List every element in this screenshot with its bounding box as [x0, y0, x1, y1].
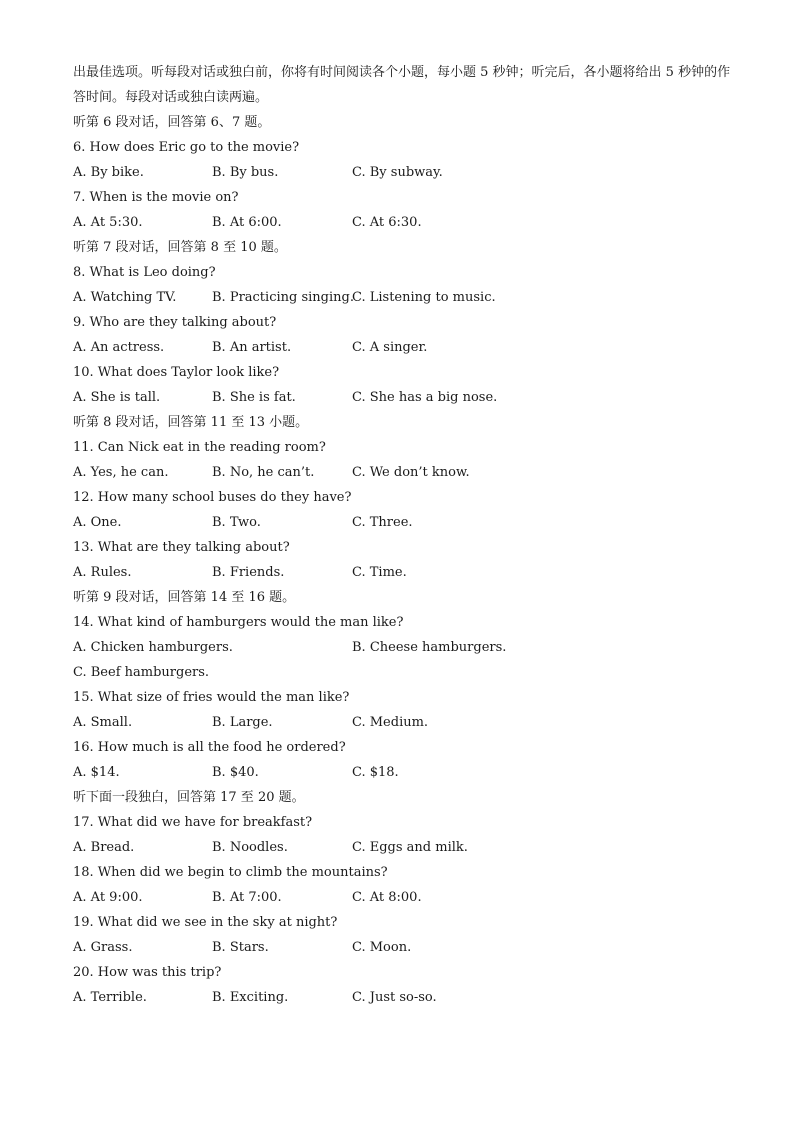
- answer-option-c: C. Eggs and milk.: [352, 840, 468, 855]
- intro-paragraph: 出最佳选项。听每段对话或独白前，你将有时间阅读各个小题，每小题 5 秒钟；听完后，各小题将给出 5 秒钟的作答时间。每段对话或独白读两遍。: [73, 65, 731, 105]
- answer-option-a: C. Beef hamburgers.: [73, 665, 210, 680]
- answer-option-a: A. Small.: [73, 715, 133, 730]
- answer-options-row: [73, 710, 733, 735]
- answer-option-b: B. Noodles.: [212, 840, 288, 855]
- question-text: 9. Who are they talking about?: [73, 315, 277, 330]
- answer-option-c: C. Three.: [352, 515, 413, 530]
- answer-option-b: B. At 6:00.: [212, 215, 282, 230]
- answer-option-b: B. Practicing singing.: [212, 290, 354, 305]
- answer-options-row: [73, 660, 733, 685]
- answer-option-a: A. Watching TV.: [73, 290, 177, 305]
- answer-option-c: C. Medium.: [352, 715, 429, 730]
- answer-options-row: [73, 385, 733, 410]
- answer-option-a: A. Terrible.: [73, 990, 147, 1005]
- answer-option-b: B. She is fat.: [212, 390, 296, 405]
- answer-options-row: [73, 285, 733, 310]
- answer-option-a: A. Chicken hamburgers.: [73, 640, 233, 655]
- answer-option-b: B. At 7:00.: [212, 890, 282, 905]
- question-text: 10. What does Taylor look like?: [73, 365, 280, 380]
- answer-options-row: [73, 635, 733, 660]
- answer-option-c: C. Time.: [352, 565, 407, 580]
- answer-options-row: [73, 460, 733, 485]
- answer-options-row: [73, 760, 733, 785]
- answer-option-a: A. She is tall.: [73, 390, 161, 405]
- section-header: 听第 9 段对话，回答第 14 至 16 题。: [73, 590, 296, 605]
- question-text: 7. When is the movie on?: [73, 190, 239, 205]
- section-header: 听第 8 段对话，回答第 11 至 13 小题。: [73, 415, 309, 430]
- answer-options-row: [73, 335, 733, 360]
- question-text: 20. How was this trip?: [73, 965, 222, 980]
- answer-option-b: B. An artist.: [212, 340, 292, 355]
- question-text: 8. What is Leo doing?: [73, 265, 216, 280]
- question-text: 12. How many school buses do they have?: [73, 490, 352, 505]
- answer-option-c: C. Just so-so.: [352, 990, 437, 1005]
- answer-option-a: A. Grass.: [73, 940, 133, 955]
- question-text: 17. What did we have for breakfast?: [73, 815, 313, 830]
- question-text: 18. When did we begin to climb the mountains?: [73, 865, 388, 880]
- answer-options-row: [73, 985, 733, 1010]
- question-text: 16. How much is all the food he ordered?: [73, 740, 346, 755]
- question-list: [73, 110, 733, 1010]
- answer-option-c: C. We don’t know.: [352, 465, 470, 480]
- answer-option-a: A. Yes, he can.: [73, 465, 169, 480]
- answer-options-row: [73, 560, 733, 585]
- answer-option-b: B. By bus.: [212, 165, 279, 180]
- answer-option-b: B. $40.: [212, 765, 259, 780]
- answer-options-row: [73, 510, 733, 535]
- answer-option-c: B. Cheese hamburgers.: [352, 640, 507, 655]
- answer-option-b: B. Exciting.: [212, 990, 289, 1005]
- answer-option-a: A. An actress.: [73, 340, 165, 355]
- answer-options-row: [73, 935, 733, 960]
- answer-options-row: [73, 160, 733, 185]
- answer-options-row: [73, 835, 733, 860]
- answer-option-a: A. At 9:00.: [73, 890, 143, 905]
- answer-option-a: A. Bread.: [73, 840, 135, 855]
- answer-option-b: B. Stars.: [212, 940, 269, 955]
- question-text: 11. Can Nick eat in the reading room?: [73, 440, 326, 455]
- section-header: 听第 7 段对话，回答第 8 至 10 题。: [73, 240, 287, 255]
- answer-option-c: C. Listening to music.: [352, 290, 496, 305]
- question-text: 6. How does Eric go to the movie?: [73, 140, 300, 155]
- answer-option-c: C. By subway.: [352, 165, 443, 180]
- section-header: 听第 6 段对话，回答第 6、7 题。: [73, 115, 271, 130]
- answer-option-c: C. A singer.: [352, 340, 428, 355]
- answer-option-b: B. Large.: [212, 715, 273, 730]
- question-text: 15. What size of fries would the man like?: [73, 690, 350, 705]
- exam-page: [73, 60, 733, 1010]
- answer-option-c: C. Moon.: [352, 940, 412, 955]
- answer-option-b: B. No, he can’t.: [212, 465, 315, 480]
- answer-option-c: C. At 8:00.: [352, 890, 422, 905]
- answer-option-a: A. Rules.: [73, 565, 132, 580]
- answer-options-row: [73, 210, 733, 235]
- answer-option-c: C. At 6:30.: [352, 215, 422, 230]
- answer-option-b: B. Friends.: [212, 565, 285, 580]
- answer-options-row: [73, 885, 733, 910]
- answer-option-a: A. One.: [73, 515, 122, 530]
- answer-option-c: C. She has a big nose.: [352, 390, 498, 405]
- answer-option-a: A. $14.: [73, 765, 120, 780]
- question-text: 14. What kind of hamburgers would the man like?: [73, 615, 404, 630]
- question-text: 19. What did we see in the sky at night?: [73, 915, 338, 930]
- answer-option-b: B. Two.: [212, 515, 261, 530]
- question-text: 13. What are they talking about?: [73, 540, 290, 555]
- answer-option-a: A. At 5:30.: [73, 215, 143, 230]
- answer-option-a: A. By bike.: [73, 165, 144, 180]
- section-header: 听下面一段独白，回答第 17 至 20 题。: [73, 790, 305, 805]
- answer-option-c: C. $18.: [352, 765, 399, 780]
